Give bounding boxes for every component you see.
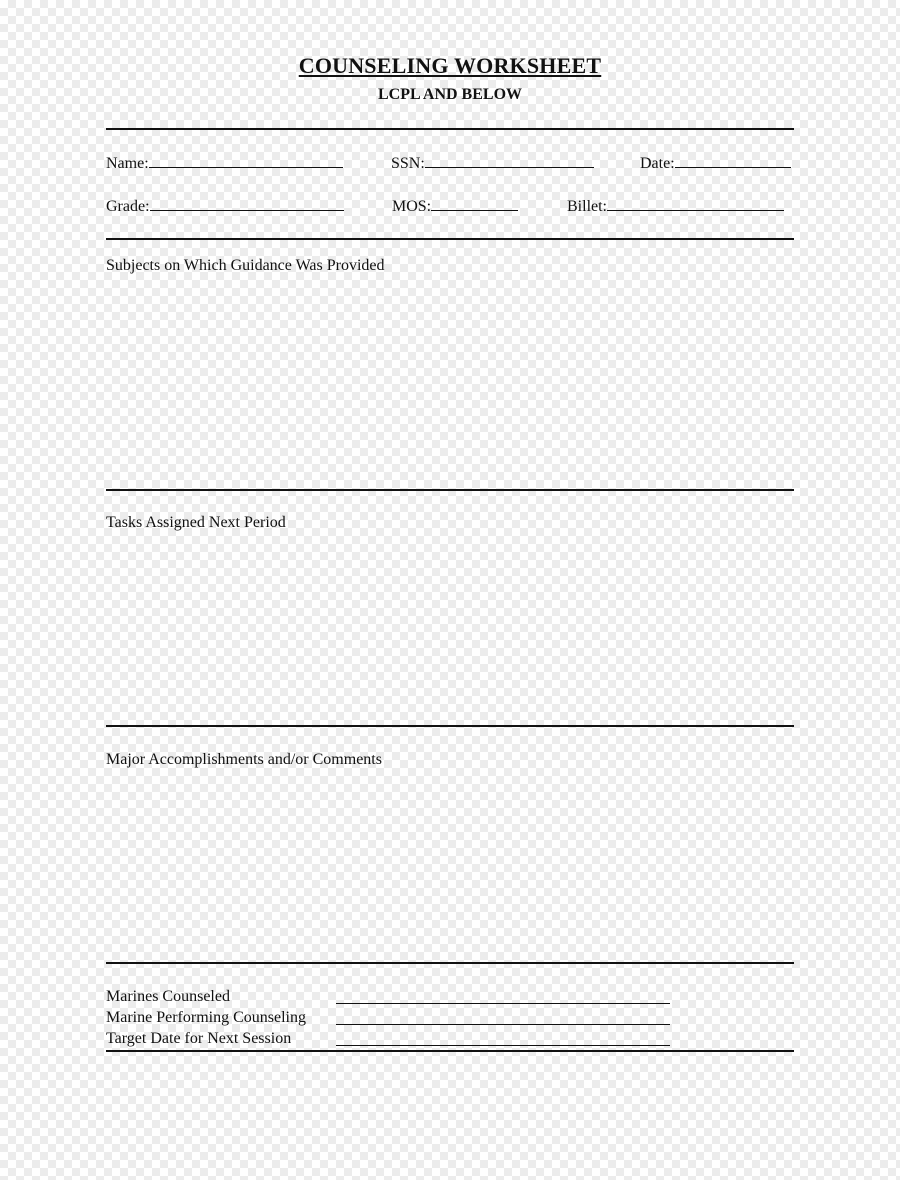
date-label: Date: [640,155,675,172]
date-blank[interactable] [675,154,791,168]
marines-counseled-label: Marines Counseled [106,988,230,1005]
grade-blank[interactable] [150,197,344,211]
subjects-section-label: Subjects on Which Guidance Was Provided [106,257,385,274]
tasks-section-label: Tasks Assigned Next Period [106,514,286,531]
document-title: COUNSELING WORKSHEET [298,53,602,78]
divider-tasks [106,725,794,727]
grade-field[interactable] [106,197,344,216]
ssn-label: SSN: [391,155,425,172]
mos-field[interactable] [392,197,518,216]
marines-counseled-line[interactable] [336,1003,670,1004]
mos-label: MOS: [392,198,432,215]
divider-top [106,128,794,130]
divider-subjects [106,489,794,491]
accomplishments-section-label: Major Accomplishments and/or Comments [106,751,382,768]
divider-fields [106,238,794,240]
marine-performing-counseling-label: Marine Performing Counseling [106,1009,306,1026]
billet-field[interactable] [567,197,784,216]
target-date-line[interactable] [336,1045,670,1046]
billet-blank[interactable] [607,197,784,211]
divider-accomplishments [106,962,794,964]
date-field[interactable] [640,154,791,173]
grade-label: Grade: [106,198,150,215]
document-subtitle: LCPL AND BELOW [377,86,523,103]
billet-label: Billet: [567,198,607,215]
ssn-field[interactable] [391,154,594,173]
divider-bottom [106,1050,794,1052]
name-blank[interactable] [149,154,343,168]
name-label: Name: [106,155,149,172]
mos-blank[interactable] [431,197,518,211]
marine-performing-counseling-line[interactable] [336,1024,670,1025]
ssn-blank[interactable] [425,154,594,168]
name-field[interactable] [106,154,343,173]
target-date-label: Target Date for Next Session [106,1030,292,1047]
